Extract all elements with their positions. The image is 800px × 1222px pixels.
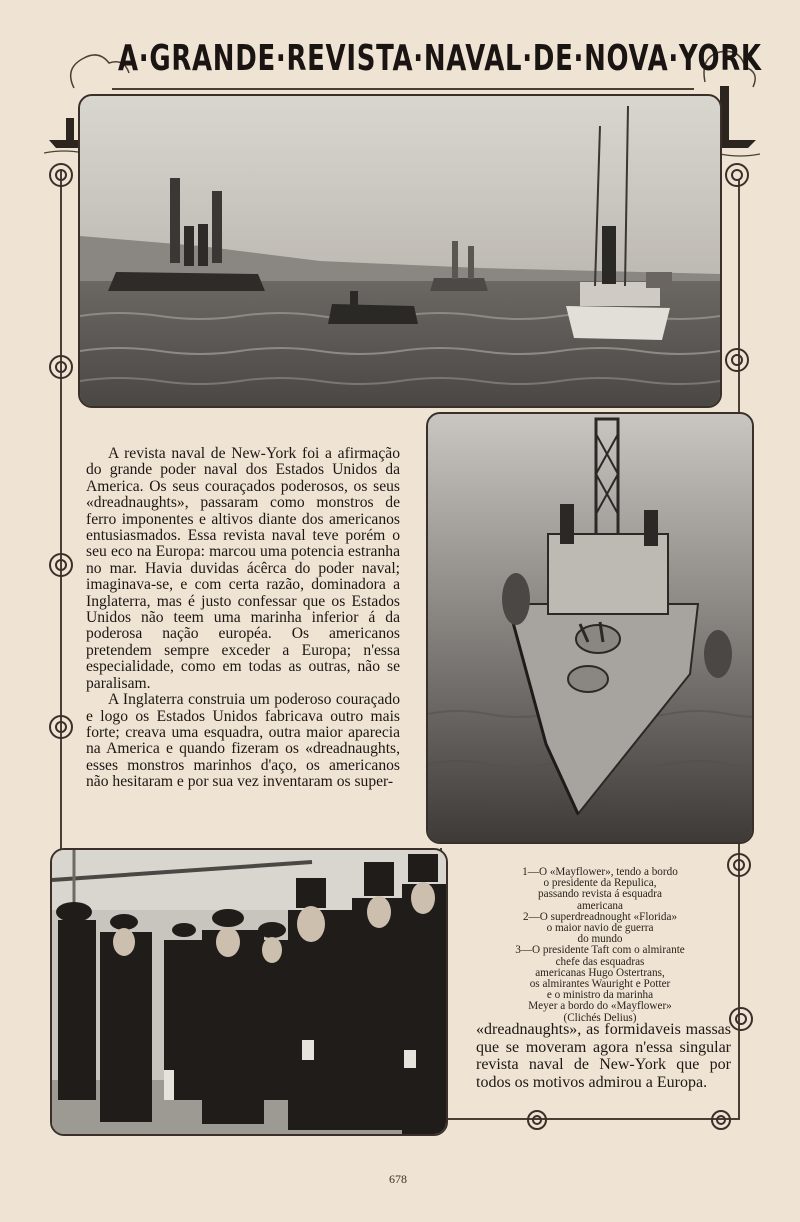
rose-ornament xyxy=(46,712,76,742)
caption-line: passando revista á esquadra xyxy=(538,888,662,901)
caption-line: do mundo xyxy=(577,933,623,946)
article-paragraph: A revista naval de New-York foi a afirmação do grande poder naval dos Estados Unidos da America. Os seus couraçados poderosos, os seus «dreadnaughts», passaram como monstros de ferro imponentes e altivos diante dos americanos entusiasmados. Essa revista naval teve porém o seu eco na Europa: marcou uma potencia estranha no mar. Havia duvidas ácêrca do poder naval; imaginava-se, e com certa razão, dominadora a Inglaterra, mas é justo confessar que os Estados Unidos não teem uma marinha inferior á da poderosa nação européa. Os americanos pretendem sempre exceder a Europa; n'essa especialidade, como em todas as outras, não se paralisam. xyxy=(86,445,400,692)
rose-ornament xyxy=(722,345,752,375)
article-continuation: «dreadnaughts», as formidaveis massas que se moveram agora n'essa singular revista naval de New-York que por todos os motivos admirou a Europa. xyxy=(476,1021,731,1091)
frame-left-rule xyxy=(60,170,62,850)
caption-line: o maior navio de guerra xyxy=(546,922,654,935)
photo-taft-admirals xyxy=(50,848,448,1136)
caption-line: chefe das esquadras xyxy=(555,955,645,968)
article-paragraph: A Inglaterra construia um poderoso couraçado e logo os Estados Unidos fabricava outro mais forte; creava uma esquadra, outra maior aparecia na America e quando fizeram os «dreadnaughts, esses monstros marinhos d'aço, os americanos não hesitaram e por sua vez inventaram os super- xyxy=(86,691,400,791)
caption-line: 2—O superdreadnought «Florida» xyxy=(522,910,678,923)
caption-line: os almirantes Wauright e Potter xyxy=(529,978,671,991)
article-body xyxy=(86,446,400,791)
rose-ornament xyxy=(46,352,76,382)
page-title-container xyxy=(118,38,762,88)
caption-line: o presidente da Repulica, xyxy=(543,877,657,890)
frame-bottom-rule xyxy=(445,1118,740,1120)
photo-florida-dreadnought xyxy=(426,412,754,844)
page-title: A·GRANDE·REVISTA·NAVAL·DE·NOVA·YORK xyxy=(118,38,762,79)
caption-line: americana xyxy=(577,899,623,912)
caption-line: (Clichés Delius) xyxy=(563,1011,637,1024)
photo-mayflower-fleet xyxy=(78,94,722,408)
rose-ornament xyxy=(522,1108,552,1132)
rose-ornament xyxy=(706,1108,736,1132)
rose-ornament xyxy=(722,160,752,190)
caption-line: americanas Hugo Ostertrans, xyxy=(535,966,665,979)
caption-line: Meyer a bordo do «Mayflower» xyxy=(528,1000,672,1013)
photo-captions xyxy=(455,867,745,1024)
caption-line: 3—O presidente Taft com o almirante xyxy=(515,944,685,957)
rose-ornament xyxy=(46,160,76,190)
caption-line: e o ministro da marinha xyxy=(546,989,654,1002)
page-number: 678 xyxy=(389,1172,407,1186)
rose-ornament xyxy=(46,550,76,580)
caption-line: 1—O «Mayflower», tendo a bordo xyxy=(522,866,678,878)
frame-top-rule xyxy=(112,88,694,90)
